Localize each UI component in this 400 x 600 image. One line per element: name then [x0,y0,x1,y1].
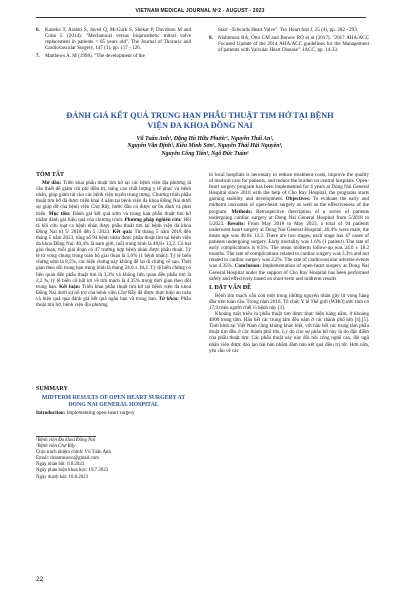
footnote-affiliation: ²Bệnh viện Chợ Rẫy [36,444,76,450]
author-line: Vũ Tuấn Anh¹, Đặng Hà Hữu Phước¹, Nguyễn Thái An², [136,136,274,142]
text-intro: Triển khai phẫu thuật tim hở tại các bệnh viện địa phương là cần thiết để giảm chi phí điều trị, nâng cao chất lượng y tế phục vụ bệnh nhân, giúp giảm tải cho các bệnh viện tuyến trung ương. Chương trình phẫu thuật tim hở đã được triển khai 4 năm tại bệnh viện đa khoa Đồng Nai dưới sự giúp đỡ của bệnh viện Chợ Rẫy, bước đầu có được sự ổn định và phát triển. [36,180,191,217]
summary-intro [36,410,191,416]
summary-heading: SUMMARY [36,386,68,392]
header-rule [36,17,366,18]
text-methods: Retrospective description of a series of patients undergoing cardiac surgery at Dong Nai General Hospital from 5/2018 to 5/2023. [209,208,369,227]
summary-paragraph [209,172,369,282]
footnote-received: Ngày nhận bài: 6.6.2023 [36,462,85,468]
text-results: From May 2018 to May 2023, a total of 94 patients underwent heart surgery at Dong Nai General Hospital. 40.4% were male, the mean age was 48.8± 13.2. There are two stages, each stage has 47 cases of patients undergoing surgery. Early mortality was 1.6% (1 patient). The rate of early complications is 8.5%. The mean midterm follow-up was 24.0 ± 18.2 months. The rate of complications related to cardiac surgery was 3.3% and not related to cardiac surgery was 2.2%. The rate of cardiovascular adverse events was 4.35%. [209,220,369,270]
footnote-accepted: Ngày duyệt bài: 10.8.2023 [36,474,89,480]
text-conclusion: Triển khai phẫu thuật tim hở tại bệnh viện đa khoa Đồng Nai dưới sự hỗ trợ của bệnh viện Chợ Rẫy đã được thực hiện an toàn và hiệu quả qua đánh giá kết quả ngắn hạn và trung hạn. [36,283,191,302]
reference-item [209,27,369,33]
reference-number: 8. [209,34,213,41]
reference-text: Kaneko T, Aranki S, Javed Q, McGurk S, Shekar P, Davidson M and Cohn L (2014). "Mechanical versus bioprosthetic mitral valve replacement in patients < 65 years old". The Journal of Thoracic and Cardiovascular Surgery, 147 (1), pp. 117 - 126. [45,27,191,52]
text-method: Hồi tả hồi cứu loạt ca bệnh nhân được phẫu thuật tim tại bệnh viện đa khoa Đồng Nai từ 5/ 2018 đến 5 /2023. [36,216,192,235]
footnote-affiliation: ¹Bệnh viện Đa khoa Đồng Nai [36,438,96,443]
reference-item [209,35,369,53]
reference-text: Nishimura RA, Otto CM and Bonow RO et al (2017). "2017 AHA/ACC Focused Update of the 2014 AHA/ACC guidelines for the Management of patients with Valvular Heart Disease". JACC, pp. 14-33. [218,34,369,53]
text-conclusion-en: Implementation of open-heart surgery at Dong Nai General Hospital under the support of Cho Ray Hospital has been performed safely and effectively based on short-term and midterm results [209,263,369,282]
footnote-email: Email: drantmuavo@gmail.com [36,456,99,462]
body-paragraph: Khoảng một triệu ca phẫu thuật tim được thực hiện hàng năm, ở khoảng 4000 trung tâm. Hầu hết các trung tâm đều nằm ở các thành phố lớn [4],[5]. Tình hình tại Việt Nam cũng không khác biệt, với hầu hết các trung tâm phẫu thuật tim đều ở các thành phố lớn. Lý do cho sự phân bổ này là do đặc điểm của phẫu thuật tim: Các phẫu thuật này này đòi hỏi công nghệ cao, đội ngũ nhân viên được đào tạo bài bản nhằm đảm bảo kết quả điều trị tốt. Hơn nữa, yêu cầu về các [209,311,369,354]
summary-block [36,386,191,416]
label-methods: Methods: [231,208,253,215]
author-line: Nguyễn Văn Định¹, Kiều Minh Sơn¹, Nguyễn Thái Hải Nguyên¹, [127,143,283,150]
label-method: Phương pháp nghiên cứu: [124,216,182,223]
reference-text: Matthews A. M (1998). "The development of the [45,52,145,59]
footnote-corresponding: Chịu trách nhiệm chính: Vũ Tuấn Anh [36,450,111,456]
label-objectives: Objectives: [285,196,311,203]
reference-text: Starr - Edwards Heart Valve". Tex Heart Inst J, 25 (4), pp. 282 - 293. [218,27,359,33]
page-number: 22 [36,576,44,583]
label-result: Kết quả: [112,228,133,235]
label-keywords: Từ khóa: [158,295,179,302]
abstract-paragraph [36,180,191,308]
label-intro: Mở đầu: [42,180,62,187]
reference-number: 7. [36,52,40,59]
reference-item [36,27,191,51]
summary-intro-continued: in local hospitals is necessary to reduce treatment costs, improve the quality of medical care for patients, and reduce the burden on central hospitals. Open-heart surgery program has been implemented for 4 years at Dong Nai General Hospital since 2018 with the help of Cho Ray Hospital, the programs starts gaining stability and development. [209,172,369,203]
author-line: Nguyễn Công Tiến¹, Ngô Đức Tuấn¹ [161,150,249,157]
label-conclusion-en: Conclusion: [234,263,261,270]
abstract-heading: TÓM TẮT [36,172,65,178]
text-result: Từ tháng 5 năm 2018 đến tháng 5 năm 2023, tổng số 94 bệnh nhân được phẫu thuật tim tại bệnh viện đa khoa Đồng Nai. 40,4% là nam giới, tuổi trung bình là 48,8± 13,2. Có hai giai đoạn, mỗi giai đoạn có 47 trường hợp bệnh nhân được phẫu thuật. Tỷ lệ tử vong chung trong toàn bộ giai đoạn là 1,6% (1 bệnh nhân). Tỷ lệ biến chứng sớm là 8,5%, các biến chứng này không để lại di chứng về sau. Thời gian theo dõi trung hạn trung bình là tháng 24,0 ± 18,2. Tỷ lệ biến chứng có liên quan đến phẫu thuật tim là 3,3% và không liên quan đến phẫu tim là 2,2 %, tỷ lệ biến cố bất lợi về tim mạch là 4,35% trong thời gian theo dõi trung hạn. [36,228,191,290]
footnote-reviewed: Ngày phản biện khoa học: 19.7.2023 [36,468,109,474]
section-heading: I. ĐẶT VẤN ĐỀ [209,284,252,291]
right-column-body [209,172,369,354]
author-list [80,136,330,158]
footnote-rule [36,436,96,437]
article-title: ĐÁNH GIÁ KẾT QUẢ TRUNG HẠN PHẪU THUẬT TIM HỞ TẠI BỆNH VIỆN ĐA KHOA ĐỒNG NAI [66,111,334,130]
text-introduction: Implementing open-heart surgery [65,410,135,417]
text-keywords: Phẫu thuật tim hở, bệnh viện địa phương [36,295,191,308]
reference-item [36,53,191,59]
text-objectives: To evaluate the early and midterm outcomes of open-heart surgery as well as the effectiveness of the program. [209,196,369,215]
label-results: Results: [227,220,245,227]
text-aim: Đánh giá kết quả sớm và trung hạn phẫu thuật tim hở nhằm đánh giá hiệu quả của chương trình. [36,210,191,223]
abstract-vietnamese [36,172,191,308]
journal-header: VIETNAM MEDICAL JOURNAL Nº2 - AUGUST - 2023 [135,8,265,14]
reference-number: 6. [36,27,40,33]
references-left [36,27,191,60]
footnotes [36,438,191,481]
references-right [209,27,369,54]
label-aim: Mục tiêu: [48,210,71,217]
summary-title: MIDTERM RESULTS OF OPEN HEART SURGERY AT DONG NAI GENERAL HOSPITAL [41,395,186,409]
label-conclusion: Kết luận: [59,283,81,290]
label-introduction: Introduction: [36,410,66,417]
body-paragraph: Bệnh tim mạch vẫn còn một trong những nguyên nhân gây tử vong hàng đầu trên toàn cầu. Trong năm 2016, Tổ chức Y tế Thế giới (WHO) ước tính có 17,9 triệu người chết vì bệnh này [3]. [209,292,369,311]
